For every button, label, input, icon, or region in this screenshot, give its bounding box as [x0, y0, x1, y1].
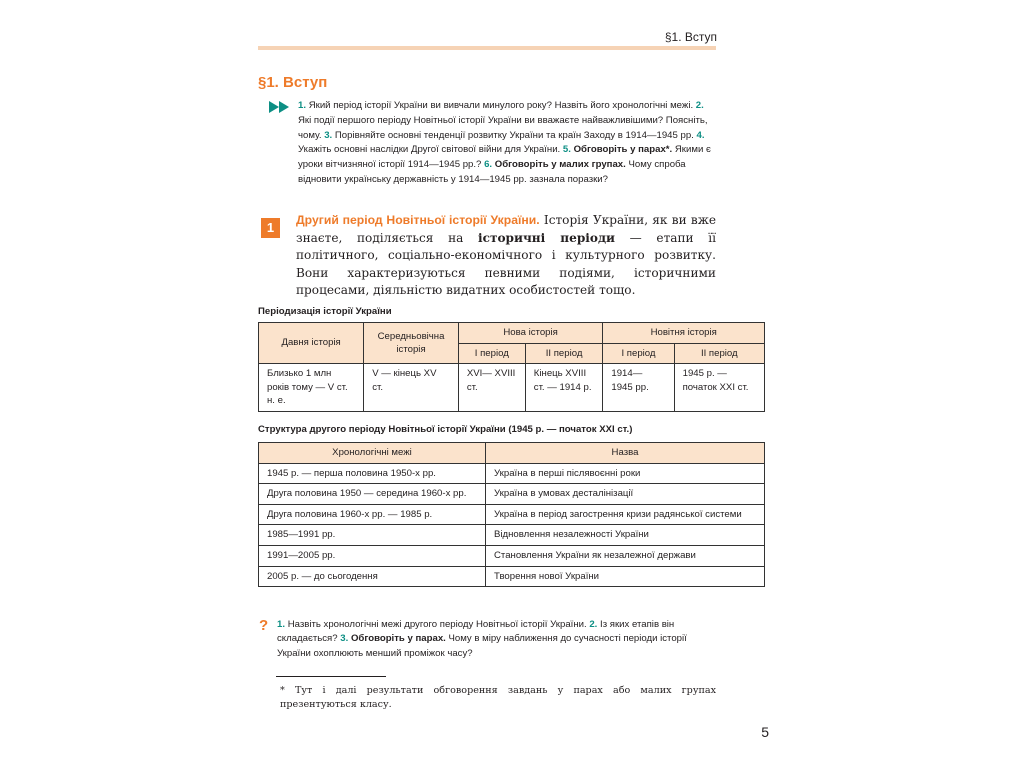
question-number: 6.	[484, 159, 493, 171]
question-text: Укажіть основні наслідки Другої світової війни для України.	[298, 144, 561, 156]
question-text: Із яких етапів він складається?	[277, 619, 675, 645]
review-questions	[277, 618, 717, 661]
table-cell: 1985—1991 рр.	[259, 525, 486, 546]
column-header: Хронологічні межі	[259, 443, 486, 464]
subsection-paragraph	[296, 212, 716, 300]
table-cell: Україна в умовах десталінізації	[486, 484, 765, 505]
running-head: §1. Вступ	[664, 30, 717, 44]
question-text: Які події першого періоду Новітньої історії України ви вважаєте найважливішими? Поясніть, чому.	[298, 114, 708, 141]
column-header: Давня історія	[259, 323, 364, 364]
column-subheader: I період	[458, 343, 525, 364]
question-instruction: Обговоріть у парах.	[350, 633, 446, 645]
paragraph-text: — етапи її політичного, соціально-економічного і культурного розвитку. Вони характеризуються певними подіями, історичними процесами, діяльністю видатних особистостей тощо.	[296, 230, 716, 297]
table-cell: Близько 1 млн років тому — V ст. н. е.	[259, 364, 364, 412]
key-term: історичні періоди	[478, 230, 615, 245]
intro-questions	[298, 99, 716, 188]
question-text: Якими є уроки вітчизняної історії 1914—1945 рр.?	[298, 144, 711, 171]
question-number: 3.	[324, 129, 333, 141]
question-number: 5.	[562, 144, 571, 156]
table-row	[259, 545, 765, 566]
periodization-table	[258, 322, 765, 412]
table-cell: Україна в перші післявоєнні роки	[486, 463, 765, 484]
question-text: Чому спроба відновити українську державність у 1914—1945 рр. зазнала поразки?	[298, 159, 686, 185]
question-text: Назвіть хронологічні межі другого періоду Новітньої історії України.	[287, 619, 587, 630]
table-row	[259, 566, 765, 587]
table-cell: Україна в період загострення кризи радянської системи	[486, 504, 765, 525]
table-row	[259, 504, 765, 525]
header-rule	[258, 46, 716, 50]
table-caption-periodization: Періодизація історії України	[258, 306, 392, 317]
paragraph-text: Історія України, як ви вже знаєте, поділяється на	[296, 213, 716, 245]
question-number: 3.	[340, 633, 349, 645]
footnote-rule	[276, 676, 386, 677]
table-cell: 2005 р. — до сьогодення	[259, 566, 486, 587]
question-text: Чому в міру наближення до сучасності періоди історії України охоплюють менший проміжок часу?	[277, 633, 687, 659]
table-row	[259, 484, 765, 505]
table-cell: V — кінець XV ст.	[364, 364, 459, 412]
table-cell: 1945 р. — початок XXI ст.	[674, 364, 764, 412]
table-row	[259, 364, 765, 412]
table-cell: Відновлення незалежності України	[486, 525, 765, 546]
table-cell: 1945 р. — перша половина 1950-х рр.	[259, 463, 486, 484]
column-subheader: I період	[603, 343, 674, 364]
section-title: §1. Вступ	[258, 74, 328, 91]
table-caption-structure: Структура другого періоду Новітньої історії України (1945 р. — початок XXI ст.)	[258, 424, 633, 435]
column-header: Новітня історія	[603, 323, 765, 344]
question-instruction: Обговоріть у малих групах.	[494, 159, 626, 171]
column-header: Назва	[486, 443, 765, 464]
table-row	[259, 463, 765, 484]
double-arrow-icon	[268, 100, 292, 114]
table-cell: Творення нової України	[486, 566, 765, 587]
table-cell: XVI— XVIII ст.	[458, 364, 525, 412]
footnote: * Тут і далі результати обговорення завдань у парах або малих групах презентуються класу.	[280, 685, 716, 711]
question-number: 2.	[695, 100, 704, 111]
table-cell: Друга половина 1960-х рр. — 1985 р.	[259, 504, 486, 525]
column-subheader: II період	[525, 343, 603, 364]
question-mark-icon: ?	[259, 617, 269, 634]
column-subheader: II період	[674, 343, 764, 364]
column-header: Середньовічна історія	[364, 323, 459, 364]
question-number: 2.	[589, 619, 598, 630]
question-text: Який період історії України ви вивчали минулого року? Назвіть його хронологічні межі.	[308, 100, 694, 111]
table-row	[259, 525, 765, 546]
question-number: 1.	[298, 100, 307, 111]
question-number: 4.	[696, 129, 705, 141]
table-cell: Становлення України як незалежної держави	[486, 545, 765, 566]
table-cell: Друга половина 1950 — середина 1960-х рр.	[259, 484, 486, 505]
question-instruction: Обговоріть у парах*.	[573, 144, 673, 156]
table-cell: Кінець XVIII ст. — 1914 р.	[525, 364, 603, 412]
table-cell: 1914— 1945 рр.	[603, 364, 674, 412]
structure-table	[258, 442, 765, 587]
subsection-title: Другий період Новітньої історії України.	[296, 213, 540, 227]
column-header: Нова історія	[458, 323, 603, 344]
subsection-number-badge: 1	[261, 218, 280, 238]
table-cell: 1991—2005 рр.	[259, 545, 486, 566]
page-number: 5	[761, 724, 769, 740]
question-text: Порівняйте основні тенденції розвитку України та країн Заходу в 1914—1945 рр.	[334, 129, 694, 141]
question-number: 1.	[277, 619, 286, 630]
